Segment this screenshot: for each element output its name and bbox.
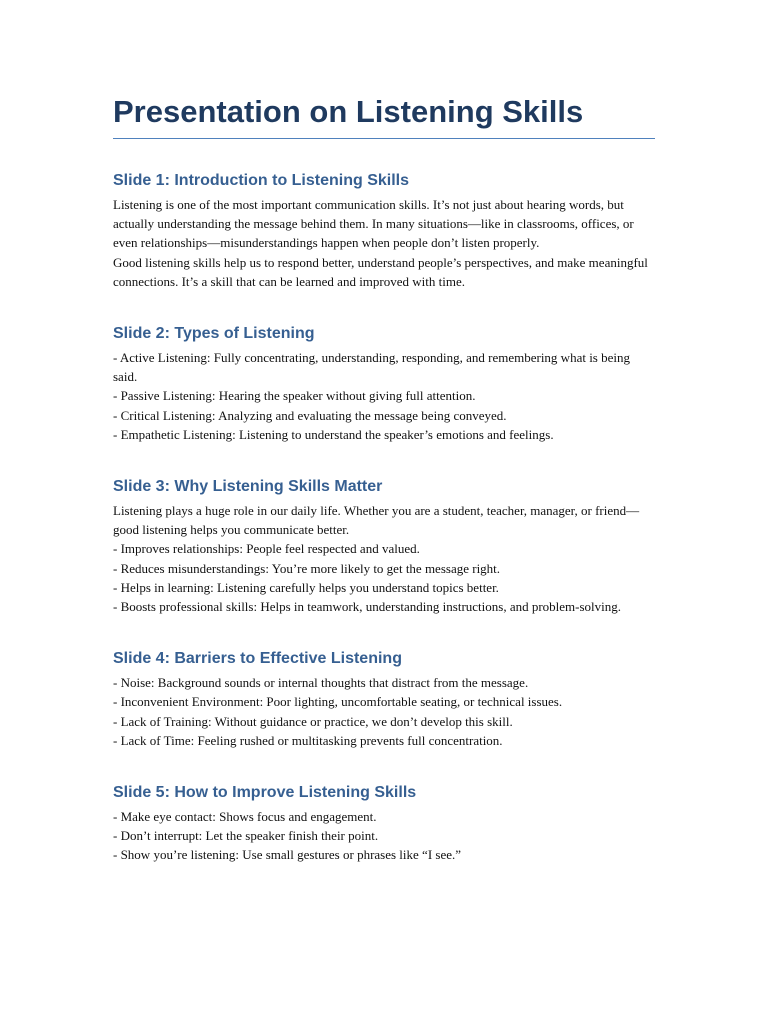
list-item: - Make eye contact: Shows focus and engagement. [113, 809, 377, 825]
document-page [113, 92, 655, 865]
list-item: - Critical Listening: Analyzing and evaluating the message being conveyed. [113, 407, 507, 423]
section-heading: Slide 3: Why Listening Skills Matter [113, 478, 383, 496]
list-item: - Helps in learning: Listening carefully helps you understand topics better. [113, 579, 499, 595]
list-item: - Improves relationships: People feel respected and valued. [113, 541, 420, 557]
section-slide-3 [113, 477, 655, 616]
document-title: Presentation on Listening Skills [113, 92, 655, 139]
section-heading: Slide 2: Types of Listening [113, 325, 315, 343]
list-item: - Lack of Time: Feeling rushed or multitasking prevents full concentration. [113, 732, 503, 748]
list-item: - Empathetic Listening: Listening to understand the speaker’s emotions and feelings. [113, 426, 554, 442]
section-heading: Slide 1: Introduction to Listening Skills [113, 172, 410, 189]
list-item: - Inconvenient Environment: Poor lighting, uncomfortable seating, or technical issues. [113, 694, 563, 710]
list-item: - Boosts professional skills: Helps in teamwork, understanding instructions, and problem-solving. [113, 599, 622, 615]
section-slide-4 [113, 649, 655, 750]
list-item: - Active Listening: Fully concentrating, understanding, responding, and remembering what is being said. [113, 350, 630, 385]
section-heading: Slide 5: How to Improve Listening Skills [113, 784, 417, 802]
list-item: - Reduces misunderstandings: You’re more likely to get the message right. [113, 560, 501, 576]
paragraph: Good listening skills help us to respond better, understand people’s perspectives, and make meaningful connections. It’s a skill that can be learned and improved with time. [113, 254, 648, 289]
section-slide-2 [113, 324, 655, 444]
list-item: - Lack of Training: Without guidance or practice, we don’t develop this skill. [113, 713, 513, 729]
section-slide-5 [113, 783, 655, 865]
section-slide-1 [113, 171, 655, 291]
section-heading: Slide 4: Barriers to Effective Listening [113, 650, 402, 668]
list-item: - Noise: Background sounds or internal thoughts that distract from the message. [113, 675, 529, 691]
list-item: - Show you’re listening: Use small gestures or phrases like “I see.” [113, 847, 462, 863]
list-item: - Don’t interrupt: Let the speaker finish their point. [113, 828, 379, 844]
paragraph: Listening plays a huge role in our daily life. Whether you are a student, teacher, manager, or friend—good listening helps you communicate better. [113, 503, 640, 538]
list-item: - Passive Listening: Hearing the speaker without giving full attention. [113, 388, 476, 404]
paragraph: Listening is one of the most important communication skills. It’s not just about hearing words, but actually understanding the message behind them. In many situations—like in classrooms, offices, or even relationships—misunderstandings happen when people don’t listen properly. [113, 197, 634, 251]
